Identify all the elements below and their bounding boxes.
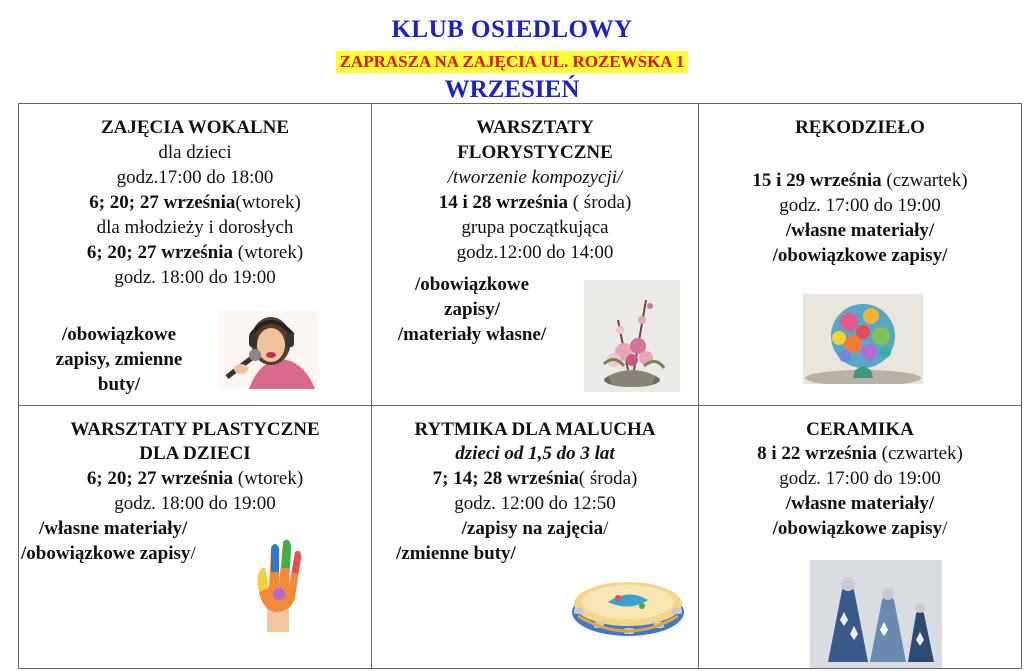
vocal-line-6: godz. 18:00 do 19:00 <box>114 267 276 288</box>
art-line-2: godz. 18:00 do 19:00 <box>114 493 276 514</box>
cell-vocal <box>19 104 372 406</box>
floral-note-1: /obowiązkowe <box>415 274 529 295</box>
invite-banner: ZAPRASZA NA ZAJĘCIA UL. ROZEWSKA 1 <box>336 51 689 73</box>
cell-craft <box>699 104 1022 406</box>
ceramics-line-2: godz. 17:00 do 19:00 <box>779 468 941 489</box>
floral-title-2: FLORYSTYCZNE <box>457 142 613 163</box>
vocal-note-1: /obowiązkowe <box>62 324 176 345</box>
craft-note-1: /własne materiały/ <box>785 220 935 241</box>
art-note-2: /obowiązkowe zapisy/ <box>21 543 196 564</box>
vocal-line-5: 6; 20; 27 września (wtorek) <box>86 242 304 263</box>
vocal-line-1: dla dzieci <box>158 142 232 163</box>
vocal-line-3: 6; 20; 27 września(wtorek) <box>89 192 301 213</box>
page-title: KLUB OSIEDLOWY <box>391 16 633 43</box>
art-title-2: DLA DZIECI <box>139 443 251 464</box>
tambourine-photo-icon <box>568 570 688 640</box>
cell-art <box>19 406 372 669</box>
vocal-note-3: buty/ <box>97 374 141 395</box>
art-line-1: 6; 20; 27 września (wtorek) <box>86 468 304 489</box>
vocal-line-2: godz.17:00 do 18:00 <box>116 167 274 188</box>
art-title-1: WARSZTATY PLASTYCZNE <box>70 419 320 440</box>
ceramics-line-1: 8 i 22 września (czwartek) <box>757 443 963 464</box>
vocal-note-2: zapisy, zmienne <box>55 349 183 370</box>
paper-flower-ball-photo-icon <box>803 294 923 384</box>
ceramics-title: CERAMIKA <box>806 419 914 440</box>
floral-line-3: grupa początkująca <box>461 217 609 238</box>
singer-photo-icon <box>219 311 317 389</box>
vocal-title: ZAJĘCIA WOKALNE <box>100 117 290 138</box>
art-note-1: /własne materiały/ <box>39 518 188 539</box>
vocal-line-4: dla młodzieży i dorosłych <box>96 217 294 238</box>
rhythm-note-2: /zmienne buty/ <box>396 543 516 564</box>
ceramic-figures-photo-icon <box>810 560 942 668</box>
rhythm-note-1: /zapisy na zajęcia/ <box>461 518 609 539</box>
craft-line-2: godz. 17:00 do 19:00 <box>779 195 941 216</box>
cell-rhythm <box>372 406 699 669</box>
floral-line-4: godz.12:00 do 14:00 <box>456 242 614 263</box>
rhythm-line-1: dzieci od 1,5 do 3 lat <box>455 443 615 464</box>
ceramics-note-2: /obowiązkowe zapisy/ <box>772 518 948 539</box>
invite-banner-wrap <box>0 51 1024 73</box>
ceramics-note-1: /własne materiały/ <box>785 493 935 514</box>
cell-ceramics <box>699 406 1022 669</box>
floral-line-2: 14 i 28 września ( środa) <box>438 192 632 213</box>
cell-floral <box>372 104 699 406</box>
craft-line-1: 15 i 29 września (czwartek) <box>752 170 968 191</box>
rhythm-line-3: godz. 12:00 do 12:50 <box>454 493 616 514</box>
craft-note-2: /obowiązkowe zapisy/ <box>772 245 948 266</box>
flower-arrangement-photo-icon <box>584 280 680 392</box>
floral-line-1: /tworzenie kompozycji/ <box>447 167 623 188</box>
painted-hand-photo-icon <box>247 528 309 632</box>
rhythm-title: RYTMIKA DLA MALUCHA <box>414 419 656 440</box>
craft-title: RĘKODZIEŁO <box>795 117 925 138</box>
floral-note-2: zapisy/ <box>444 299 500 320</box>
month-heading: WRZESIEŃ <box>444 76 580 103</box>
rhythm-line-2: 7; 14; 28 września( środa) <box>432 468 638 489</box>
floral-title-1: WARSZTATY <box>476 117 594 138</box>
floral-note-3: /materiały własne/ <box>397 324 547 345</box>
schedule-table <box>18 103 1022 669</box>
